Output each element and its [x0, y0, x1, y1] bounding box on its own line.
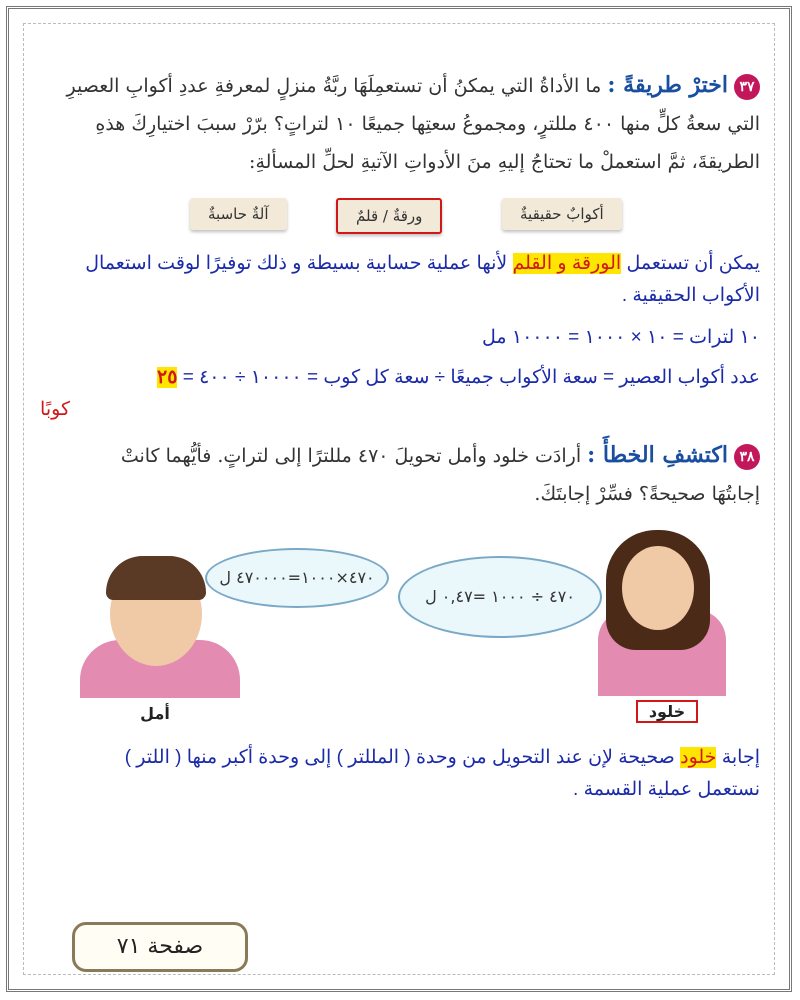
- tool-options: [60, 198, 740, 234]
- answer-highlight: خلود: [680, 747, 717, 768]
- cups-unit: كوبًا: [40, 399, 70, 420]
- question-37: [40, 66, 760, 181]
- speech-bubble-khulood: ٤٧٠ ÷ ١٠٠٠ =٠,٤٧ ل: [398, 556, 602, 638]
- answer-38: [40, 742, 760, 806]
- cups-formula: [40, 366, 760, 389]
- answer-37: [40, 248, 760, 312]
- question-number-badge: ٣٧: [734, 74, 760, 100]
- question-38: [40, 436, 760, 513]
- question-title: اخترْ طريقةً :: [607, 72, 728, 98]
- question-line: إجابتُهَا صحيحةً؟ فسِّرْ إجابتَكَ.: [534, 483, 760, 505]
- question-number-badge: ٣٨: [734, 444, 760, 470]
- tool-real-cups[interactable]: أكوابٌ حقيقيةٌ: [502, 198, 622, 230]
- answer-text: صحيحة لإن عند التحويل من وحدة ( المللتر ) إلى وحدة أكبر منها ( اللتر ): [124, 747, 681, 768]
- answer-highlight: الورقة و القلم: [512, 253, 622, 274]
- name-label-khulood: خلود: [636, 700, 698, 723]
- tool-paper-pencil[interactable]: ورقةٌ / قلمٌ: [336, 198, 442, 234]
- conversion-formula: ١٠ لترات = ١٠ × ١٠٠٠ = ١٠٠٠٠ مل: [482, 327, 760, 348]
- question-line: الطريقةَ، ثمَّ استعملْ ما تحتاجُ إليهِ منَ الأدواتِ الآتيةِ لحلِّ المسألةِ:: [249, 151, 760, 173]
- page-number: صفحة ٧١: [72, 922, 248, 972]
- speech-bubble-amal: ٤٧٠×١٠٠٠=٤٧٠٠٠٠ ل: [205, 548, 389, 608]
- question-line: ما الأداةُ التي يمكنُ أن تستعمِلَهَا ربَّةُ منزلٍ لمعرفةِ عددِ أكوابِ العصيرِ: [66, 75, 602, 97]
- answer-text: لأنها عملية حسابية بسيطة و ذلك توفيرًا لوقت استعمال: [85, 253, 513, 274]
- cups-result: ٢٥: [157, 367, 178, 388]
- question-title: اكتشفِ الخطأَ :: [587, 442, 728, 468]
- answer-text: يمكن أن تستعمل: [621, 253, 760, 274]
- answer-text: إجابة: [716, 747, 760, 768]
- cups-formula-text: عدد أكواب العصير = سعة الأكواب جميعًا ÷ سعة كل كوب = ١٠٠٠٠ ÷ ٤٠٠ =: [177, 367, 760, 388]
- name-label-amal: أمل: [140, 704, 170, 723]
- answer-text: الأكواب الحقيقية .: [621, 285, 760, 306]
- question-line: التي سعةُ كلٍّ منها ٤٠٠ مللترٍ، ومجموعُ سعتِها جميعًا ١٠ لتراتٍ؟ برّرْ سببَ اختيارِكَ هذهِ: [95, 113, 760, 135]
- tool-calculator[interactable]: آلةٌ حاسبةٌ: [190, 198, 287, 230]
- question-line: أرادَت خلود وأمل تحويلَ ٤٧٠ مللترًا إلى لتراتٍ. فأيُّهما كانتْ: [120, 445, 582, 467]
- answer-text: نستعمل عملية القسمة .: [573, 779, 760, 800]
